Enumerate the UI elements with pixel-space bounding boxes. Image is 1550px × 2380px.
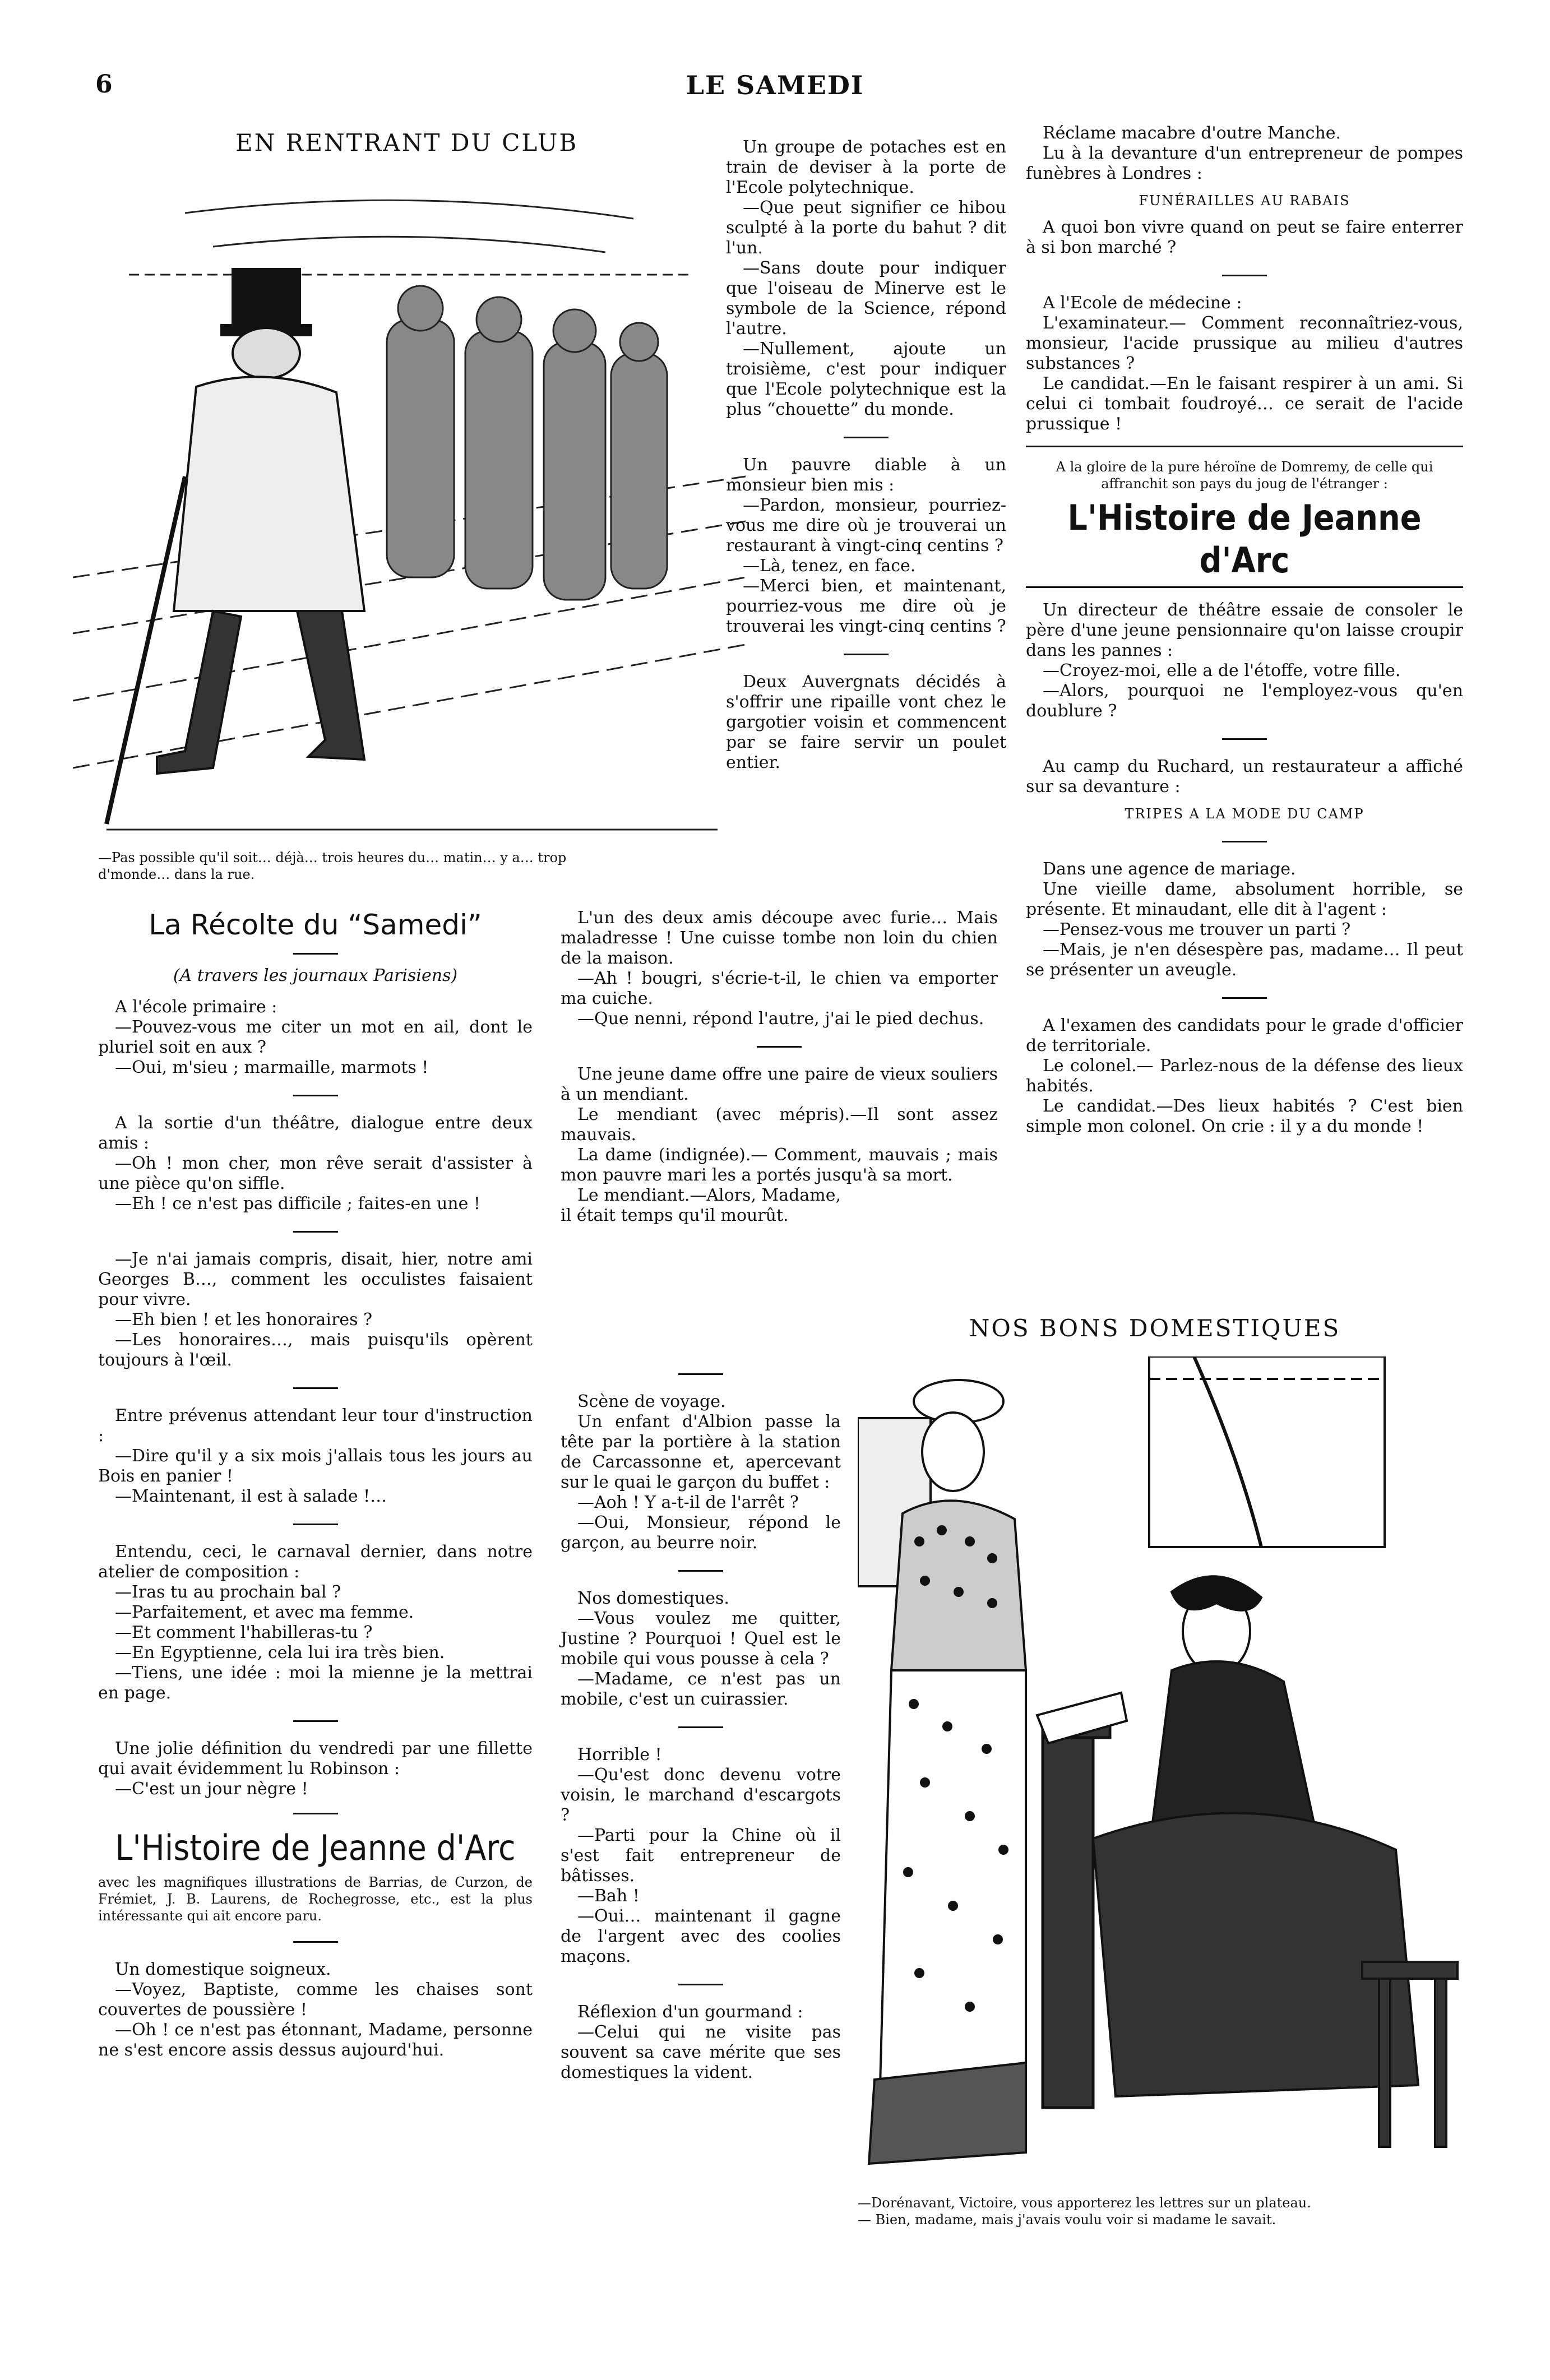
- joke-text: Entre prévenus attendant leur tour d'instruction :: [98, 1406, 533, 1446]
- joke-text: Dans une agence de mariage.: [1043, 859, 1296, 879]
- joke-text: Deux Auvergnats décidés à s'offrir une ripaille vont chez le gargotier voisin et commencent par se faire servir un poulet entier.: [726, 672, 1006, 772]
- illustration-left-caption-2: d'monde… dans la rue.: [98, 867, 255, 882]
- joke-text: Entendu, ceci, le carnaval dernier, dans notre atelier de composition :: [98, 1542, 533, 1582]
- joke-text: —Iras tu au prochain bal ?: [115, 1582, 341, 1602]
- joke-text: —En Egyptienne, cela lui ira très bien.: [115, 1643, 445, 1663]
- joke-text: Un enfant d'Albion passe la tête par la portière à la station de Carcassonne et, apercevant sur le quai le garçon du buffet :: [561, 1412, 841, 1492]
- joke-text: A l'examen des candidats pour le grade d'officier de territoriale.: [1026, 1016, 1463, 1055]
- page-number: 6: [95, 70, 113, 99]
- joke-text: —Pardon, monsieur, pourriez-vous me dire où je trouverai un restaurant à vingt-cinq centins ?: [726, 496, 1006, 555]
- column-2-top: [726, 137, 1006, 773]
- joke-text: —C'est un jour nègre !: [115, 1779, 308, 1799]
- column-2: [561, 908, 998, 1226]
- joke-text: Le candidat.—Des lieux habités ? C'est bien simple mon colonel. On crie : il y a du monde !: [1026, 1096, 1463, 1136]
- joke-text: —Voyez, Baptiste, comme les chaises sont couvertes de poussière !: [98, 1980, 533, 2020]
- illustration-right-caption-1: —Dorénavant, Victoire, vous apporterez les lettres sur un plateau.: [858, 2195, 1311, 2211]
- column-2-narrow: [561, 1356, 841, 2083]
- masthead: LE SAMEDI: [686, 70, 864, 100]
- joke-text: Le candidat.—En le faisant respirer à un ami. Si celui ci tombait foudroyé… ce serait de l'acide prussique !: [1026, 374, 1463, 434]
- joke-text: Une vieille dame, absolument horrible, se présente. Et minaudant, elle dit à l'agent :: [1026, 879, 1463, 919]
- sign-text: FUNÉRAILLES AU RABAIS: [1139, 193, 1350, 209]
- joke-text: —Vous voulez me quitter, Justine ? Pourquoi ! Quel est le mobile qui vous pousse à cela ?: [561, 1609, 841, 1669]
- joke-text: Le colonel.— Parlez-nous de la défense des lieux habités.: [1026, 1056, 1463, 1096]
- joke-text: —Merci bien, et maintenant, pourriez-vous me dire où je trouverai les vingt-cinq centins ?: [726, 576, 1006, 636]
- joke-text: L'examinateur.— Comment reconnaîtriez-vous, monsieur, l'acide prussique au milieu d'autres substances ?: [1026, 313, 1463, 373]
- joke-text: —Là, tenez, en face.: [743, 556, 916, 576]
- joke-text: —Parfaitement, et avec ma femme.: [115, 1603, 414, 1622]
- joke-text: —Mais, je n'en désespère pas, madame… Il peut se présenter un aveugle.: [1026, 940, 1463, 980]
- joke-text: —Et comment l'habilleras-tu ?: [115, 1623, 373, 1642]
- joke-text: —Nullement, ajoute un troisième, c'est pour indiquer que l'Ecole polytechnique est la plus “chouette” du monde.: [726, 339, 1006, 419]
- joke-text: —Eh ! ce n'est pas difficile ; faites-en une !: [115, 1194, 480, 1214]
- section-title-recolte: La Récolte du “Samedi”: [149, 909, 482, 941]
- joke-text: —Celui qui ne visite pas souvent sa cave mérite que ses domestiques la vident.: [561, 2022, 841, 2082]
- joke-text: —Oh ! mon cher, mon rêve serait d'assister à une pièce qu'on siffle.: [98, 1154, 533, 1193]
- joke-text: La dame (indignée).— Comment, mauvais ; mais mon pauvre mari les a portés jusqu'à sa mort.: [561, 1145, 998, 1185]
- joke-text: Un pauvre diable à un monsieur bien mis :: [726, 455, 1006, 495]
- joke-text: A l'Ecole de médecine :: [1043, 293, 1242, 313]
- joke-text: Scène de voyage.: [577, 1392, 726, 1411]
- joke-text: —Qu'est donc devenu votre voisin, le marchand d'escargots ?: [561, 1765, 841, 1825]
- joke-text: L'un des deux amis découpe avec furie… Mais maladresse ! Une cuisse tombe non loin du chien de la maison.: [561, 908, 998, 968]
- joke-text: Lu à la devanture d'un entrepreneur de pompes funèbres à Londres :: [1026, 143, 1463, 183]
- joke-text: —Oui… maintenant il gagne de l'argent avec des coolies maçons.: [561, 1906, 841, 1966]
- domestiques-illustration: [858, 1356, 1463, 2175]
- joke-text: —Maintenant, il est à salade !…: [115, 1487, 387, 1506]
- joke-text: —Oui, Monsieur, répond le garçon, au beurre noir.: [561, 1513, 841, 1553]
- joke-text: —Eh bien ! et les honoraires ?: [115, 1310, 373, 1330]
- joke-text: —Oui, m'sieu ; marmaille, marmots !: [115, 1058, 429, 1077]
- joke-text: Un groupe de potaches est en train de deviser à la porte de l'Ecole polytechnique.: [726, 137, 1006, 197]
- joke-text: —Que nenni, répond l'autre, j'ai le pied dechus.: [577, 1009, 984, 1029]
- joke-text: —Parti pour la Chine où il s'est fait entrepreneur de bâtisses.: [561, 1826, 841, 1886]
- ad-intro: A la gloire de la pure héroïne de Domremy, de celle qui affranchit son pays du joug de l'étranger :: [1056, 459, 1433, 492]
- joke-text: —Pouvez-vous me citer un mot en ail, dont le pluriel soit en aux ?: [98, 1017, 533, 1057]
- joke-text: Un directeur de théâtre essaie de consoler le père d'une jeune pensionnaire qu'on laisse croupir dans les pannes :: [1026, 600, 1463, 660]
- joke-text: Une jeune dame offre une paire de vieux souliers à un mendiant.: [561, 1064, 998, 1104]
- joke-text: A quoi bon vivre quand on peut se faire enterrer à si bon marché ?: [1026, 217, 1463, 257]
- column-1: [98, 908, 533, 2060]
- illustration-right-caption-2: — Bien, madame, mais j'avais voulu voir si madame le savait.: [858, 2212, 1276, 2228]
- joke-text: —Bah !: [577, 1886, 640, 1906]
- joke-text: Réflexion d'un gourmand :: [577, 2002, 803, 2022]
- ad-title-jeanne-darc: L'Histoire de Jeanne d'Arc: [1067, 497, 1422, 581]
- ad-title-jeanne-darc: L'Histoire de Jeanne d'Arc: [115, 1827, 516, 1868]
- joke-text: —Que peut signifier ce hibou sculpté à la porte du bahut ? dit l'un.: [726, 198, 1006, 258]
- ad-text: avec les magnifiques illustrations de Barrias, de Curzon, de Frémiet, J. B. Laurens, de Rochegrosse, etc., est la plus intéressante qui ait encore paru.: [98, 1874, 533, 1924]
- joke-text: A l'école primaire :: [115, 997, 277, 1017]
- illustration-left-title: EN RENTRANT DU CLUB: [235, 129, 579, 156]
- illustration-right-title: NOS BONS DOMESTIQUES: [969, 1314, 1341, 1342]
- joke-text: Le mendiant (avec mépris).—Il sont assez mauvais.: [561, 1105, 998, 1145]
- joke-text: Réclame macabre d'outre Manche.: [1043, 123, 1341, 143]
- joke-text: —Madame, ce n'est pas un mobile, c'est un cuirassier.: [561, 1669, 841, 1709]
- joke-text: —Tiens, une idée : moi la mienne je la mettrai en page.: [98, 1663, 533, 1703]
- sign-text: TRIPES A LA MODE DU CAMP: [1125, 806, 1364, 822]
- section-subtitle: (A travers les journaux Parisiens): [173, 966, 458, 985]
- joke-text: —Aoh ! Y a-t-il de l'arrêt ?: [577, 1493, 799, 1512]
- joke-text: Un domestique soigneux.: [115, 1960, 331, 1979]
- joke-text: —Dire qu'il y a six mois j'allais tous les jours au Bois en panier !: [98, 1446, 533, 1486]
- joke-text: Une jolie définition du vendredi par une fillette qui avait évidemment lu Robinson :: [98, 1739, 533, 1779]
- illustration-left-caption-1: —Pas possible qu'il soit… déjà… trois heures du… matin… y a… trop: [98, 850, 567, 865]
- column-3: [1026, 123, 1463, 1137]
- joke-text: —Pensez-vous me trouver un parti ?: [1043, 920, 1351, 939]
- joke-text: —Je n'ai jamais compris, disait, hier, notre ami Georges B…, comment les occulistes faisaient pour vivre.: [98, 1249, 533, 1309]
- joke-text: Horrible !: [577, 1745, 662, 1765]
- joke-text: —Les honoraires…, mais puisqu'ils opèrent toujours à l'œil.: [98, 1330, 533, 1370]
- joke-text: Au camp du Ruchard, un restaurateur a affiché sur sa devanture :: [1026, 757, 1463, 797]
- joke-text: —Ah ! bougri, s'écrie-t-il, le chien va emporter ma cuiche.: [561, 969, 998, 1008]
- club-illustration: [73, 185, 746, 841]
- joke-text: Le mendiant.—Alors, Madame, il était temps qu'il mourût.: [561, 1186, 841, 1225]
- joke-text: —Oh ! ce n'est pas étonnant, Madame, personne ne s'est encore assis dessus aujourd'hui.: [98, 2020, 533, 2060]
- joke-text: —Croyez-moi, elle a de l'étoffe, votre fille.: [1043, 661, 1401, 680]
- joke-text: —Alors, pourquoi ne l'employez-vous qu'en doublure ?: [1026, 681, 1463, 721]
- joke-text: A la sortie d'un théâtre, dialogue entre deux amis :: [98, 1113, 533, 1153]
- joke-text: Nos domestiques.: [577, 1589, 729, 1608]
- joke-text: —Sans doute pour indiquer que l'oiseau de Minerve est le symbole de la Science, répond l'autre.: [726, 258, 1006, 339]
